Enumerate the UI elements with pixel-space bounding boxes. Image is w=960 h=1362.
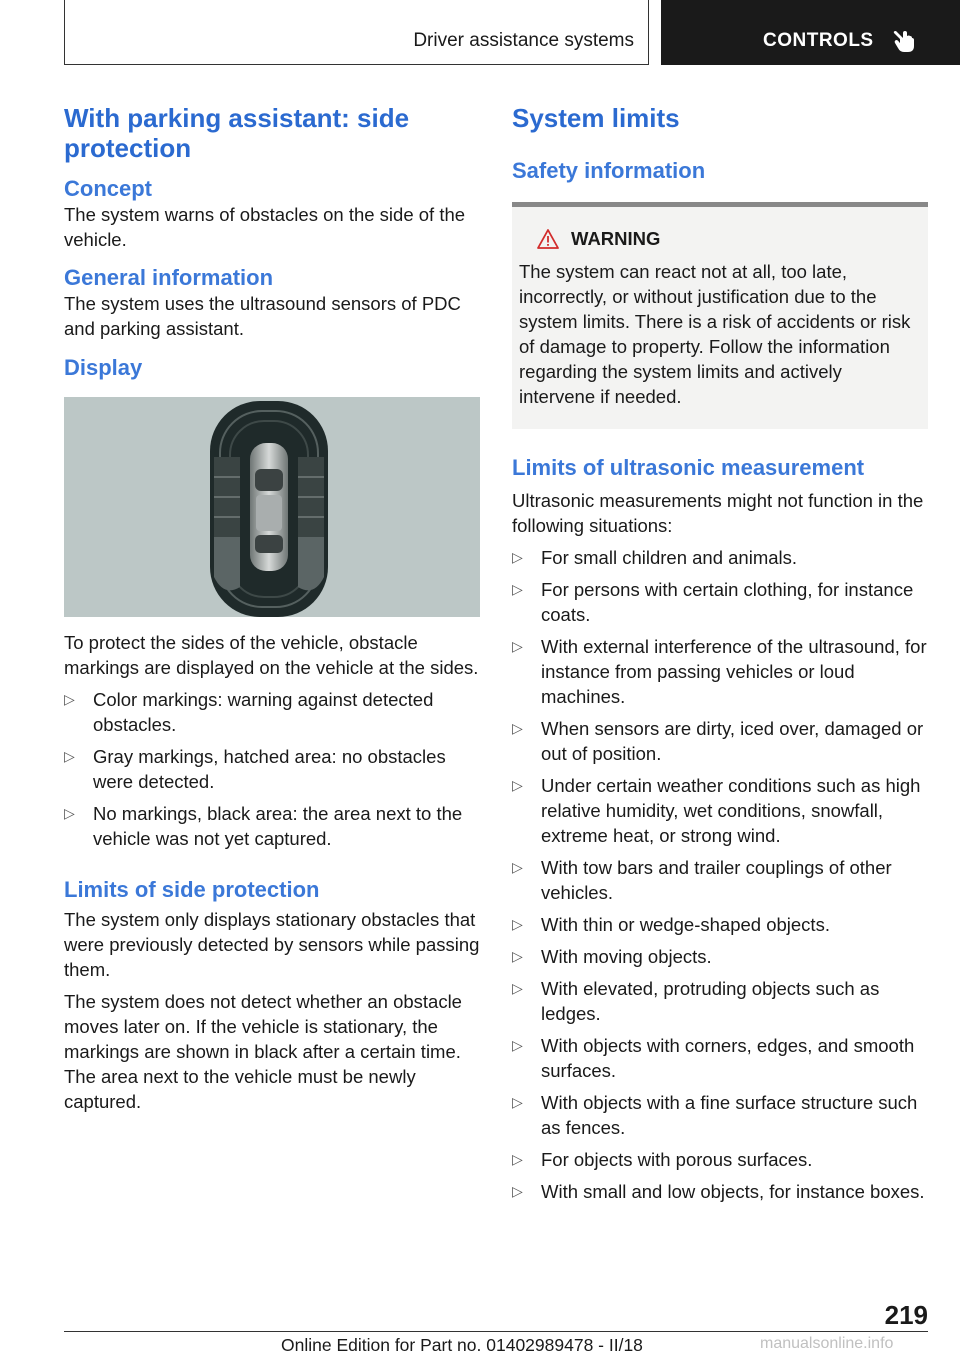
header-section-title: Driver assistance systems — [413, 30, 634, 51]
ultrasonic-limits-list — [512, 545, 928, 1204]
triangle-bullet-icon: ▷ — [512, 581, 523, 597]
heading-limits-of-side-protection: Limits of side protection — [64, 877, 320, 902]
list-item: ▷ For objects with porous surfaces. — [512, 1149, 813, 1170]
triangle-bullet-icon: ▷ — [64, 691, 75, 707]
triangle-bullet-icon: ▷ — [512, 980, 523, 996]
limits-text-2: The system does not detect whether an obstacle moves later on. If the vehicle is stationary, the markings are shown in black after a certain time. The area next to the vehicle must be newly captured. — [64, 991, 462, 1112]
list-item: ▷ Color markings: warning against detected obstacles. — [64, 689, 434, 735]
limits-text-1: The system only displays stationary obstacles that were previously detected by sensors while passing them. — [64, 909, 480, 980]
list-item: ▷ Under certain weather conditions such as high relative humidity, wet conditions, snowfall, extreme heat, or strong wind. — [512, 775, 921, 846]
triangle-bullet-icon: ▷ — [512, 1151, 523, 1167]
heading-display: Display — [64, 355, 143, 380]
concept-text: The system warns of obstacles on the side of the vehicle. — [64, 204, 466, 250]
triangle-bullet-icon: ▷ — [512, 777, 523, 793]
list-item: ▷ With objects with a fine surface structure such as fences. — [512, 1092, 918, 1138]
triangle-bullet-icon: ▷ — [512, 638, 523, 654]
heading-limits-ultrasonic: Limits of ultrasonic measurement — [512, 455, 865, 480]
general-information-text: The system uses the ultrasound sensors of PDC and parking assistant. — [64, 293, 461, 339]
list-item: ▷ With tow bars and trailer couplings of other vehicles. — [512, 857, 892, 903]
ultrasonic-text: Ultrasonic measurements might not function in the following situations: — [512, 490, 924, 536]
triangle-bullet-icon: ▷ — [512, 549, 523, 565]
list-item: ▷ When sensors are dirty, iced over, damaged or out of position. — [512, 718, 924, 764]
list-item: ▷ With elevated, protruding objects such as ledges. — [512, 978, 880, 1024]
triangle-bullet-icon: ▷ — [64, 805, 75, 821]
footer-divider — [64, 1331, 928, 1332]
list-item: ▷ For small children and animals. — [512, 547, 798, 568]
list-item: ▷ With external interference of the ultrasound, for instance from passing vehicles or loud machines. — [512, 636, 927, 707]
list-item: ▷ For persons with certain clothing, for instance coats. — [512, 579, 914, 625]
header-section-box — [64, 0, 649, 65]
side-protection-display-figure — [64, 397, 480, 617]
section-title-system-limits: System limits — [512, 103, 680, 133]
list-item: ▷ With small and low objects, for instance boxes. — [512, 1181, 925, 1202]
triangle-bullet-icon: ▷ — [512, 1183, 523, 1199]
display-text: To protect the sides of the vehicle, obstacle markings are displayed on the vehicle at the sides. — [64, 632, 479, 678]
list-item: ▷ With moving objects. — [512, 946, 712, 967]
triangle-bullet-icon: ▷ — [512, 948, 523, 964]
triangle-bullet-icon: ▷ — [512, 916, 523, 932]
left-column — [64, 103, 481, 1114]
list-item: ▷ With objects with corners, edges, and smooth surfaces. — [512, 1035, 915, 1081]
heading-concept: Concept — [64, 176, 152, 201]
triangle-bullet-icon: ▷ — [512, 1094, 523, 1110]
header-chapter-tab — [661, 0, 960, 65]
list-item: ▷ Gray markings, hatched area: no obstacles were detected. — [64, 746, 446, 792]
right-column — [512, 103, 928, 1211]
heading-general-information: General information — [64, 265, 274, 290]
list-item: ▷ With thin or wedge-shaped objects. — [512, 914, 830, 935]
car-top-view-illustration — [64, 397, 480, 617]
warning-title: WARNING — [537, 227, 920, 251]
page-number: 219 — [884, 1300, 928, 1330]
watermark-text: manualsonline.info — [756, 1335, 893, 1353]
triangle-bullet-icon: ▷ — [64, 748, 75, 764]
triangle-bullet-icon: ▷ — [512, 1037, 523, 1053]
footer-edition: Online Edition for Part no. 01402989478 - II/18 — [281, 1335, 643, 1355]
warning-box — [512, 202, 928, 429]
section-title-side-protection: With parking assistant: side protection — [64, 103, 410, 163]
warning-text: The system can react not at all, too late, incorrectly, or without justification due to the system limits. There is a risk of accidents or risk of damage to property. Follow the information regarding the system limits and actively intervene if needed. — [519, 261, 911, 407]
display-marking-list — [64, 687, 481, 851]
list-item: ▷ No markings, black area: the area next to the vehicle was not yet captured. — [64, 803, 463, 849]
triangle-bullet-icon: ▷ — [512, 720, 523, 736]
header-chapter-title: CONTROLS — [763, 30, 874, 51]
warning-triangle-icon — [537, 229, 559, 249]
pointing-hand-icon — [891, 26, 919, 54]
triangle-bullet-icon: ▷ — [512, 859, 523, 875]
heading-safety-information: Safety information — [512, 158, 706, 183]
